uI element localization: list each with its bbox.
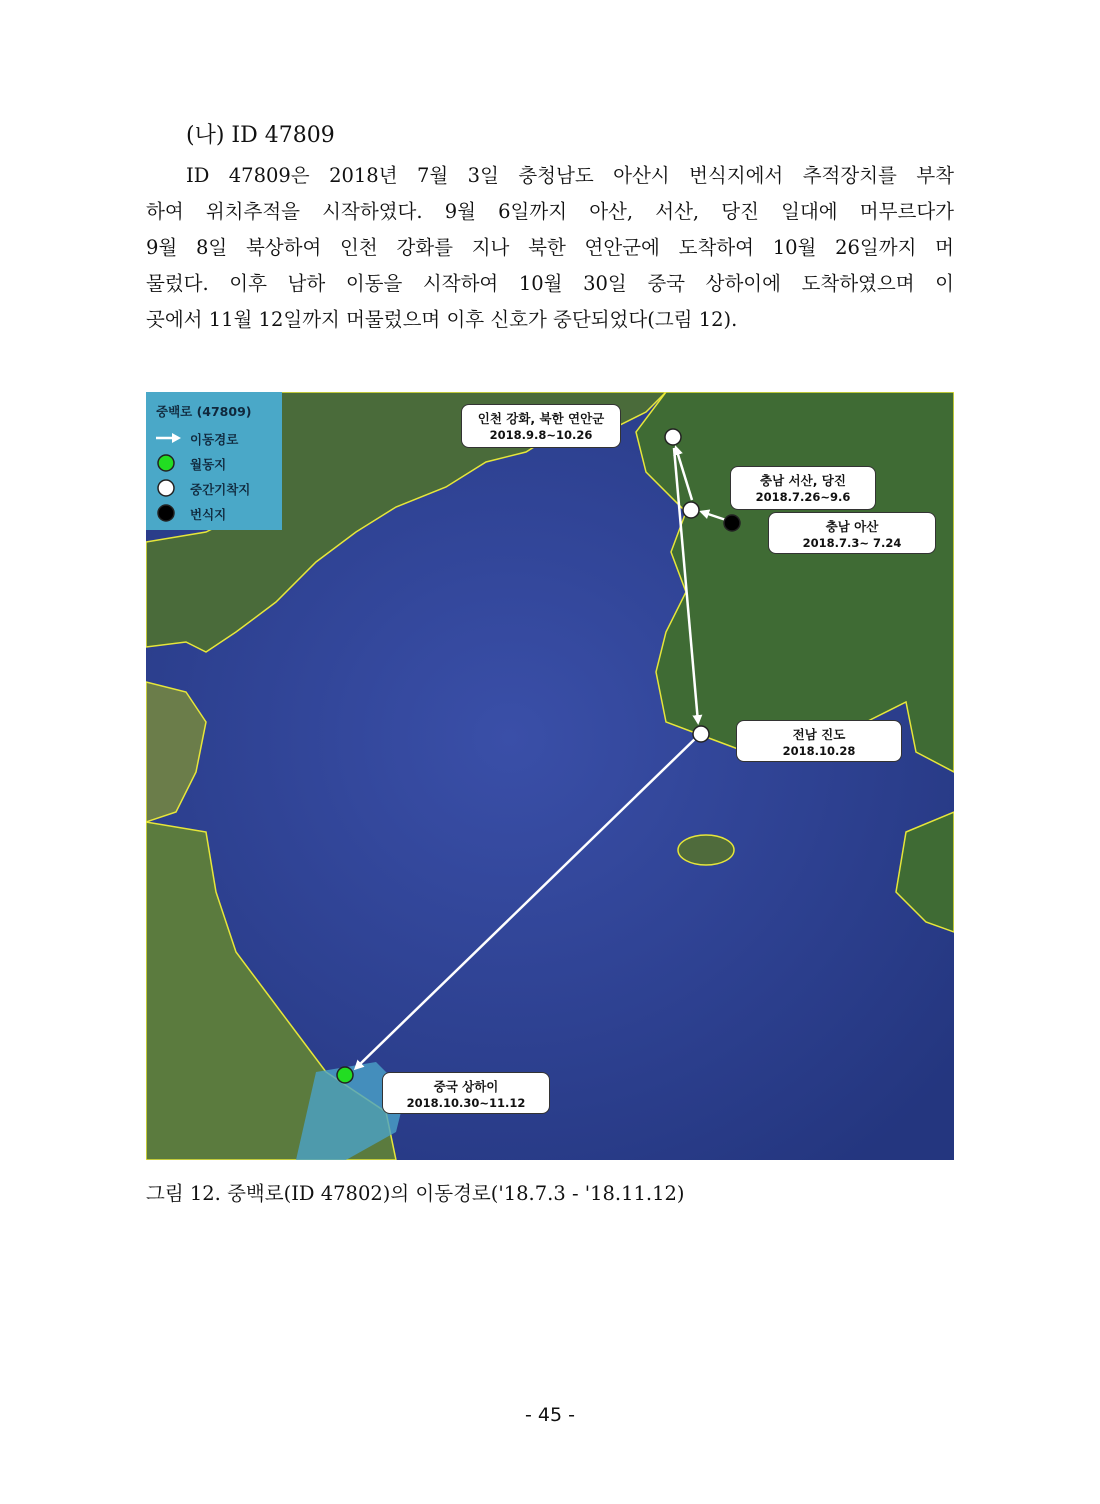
jeju-island <box>678 835 734 865</box>
callout-dates: 2018.7.26~9.6 <box>755 490 851 504</box>
paragraph-line: 하여 위치추적을 시작하였다. 9월 6일까지 아산, 서산, 당진 일대에 머무르다가 <box>146 200 954 223</box>
legend-item-route <box>154 428 278 448</box>
migration-map <box>146 392 954 1160</box>
map-legend <box>146 392 282 530</box>
stopover-marker-jindo <box>693 726 709 742</box>
callout-dates: 2018.10.30~11.12 <box>406 1096 526 1110</box>
callout-asan <box>768 512 936 554</box>
legend-label: 번식지 <box>190 507 227 522</box>
section-heading: (나) ID 47809 <box>186 123 335 148</box>
arrow-icon <box>154 428 184 448</box>
callout-name: 충남 아산 <box>825 519 879 534</box>
breeding-marker-asan <box>724 515 740 531</box>
legend-item-breeding <box>154 503 278 523</box>
callout-ganghwa <box>461 404 621 448</box>
callout-name: 인천 강화, 북한 연안군 <box>477 411 605 426</box>
callout-name: 중국 상하이 <box>433 1079 499 1094</box>
wintering-marker-shanghai <box>337 1067 353 1083</box>
paragraph-line: 물렀다. 이후 남하 이동을 시작하여 10월 30일 중국 상하이에 도착하였으며 이 <box>146 272 954 295</box>
paragraph-line: ID 47809은 2018년 7월 3일 충청남도 아산시 번식지에서 추적장치를 부착 <box>186 164 954 187</box>
callout-dates: 2018.10.28 <box>782 744 856 758</box>
stopover-marker-seosan <box>683 502 699 518</box>
callout-dates: 2018.7.3~ 7.24 <box>802 536 902 550</box>
stopover-marker-ganghwa <box>665 429 681 445</box>
legend-title: 중백로 (47809) <box>156 404 252 419</box>
figure-caption: 그림 12. 중백로(ID 47802)의 이동경로('18.7.3 - '18.11.12) <box>146 1182 685 1205</box>
callout-dates: 2018.9.8~10.26 <box>489 428 593 442</box>
white-circle-icon <box>154 478 184 498</box>
callout-shanghai <box>382 1072 550 1114</box>
legend-item-stopover <box>154 478 278 498</box>
green-circle-icon <box>154 453 184 473</box>
legend-label: 월동지 <box>190 457 227 472</box>
callout-name: 충남 서산, 당진 <box>760 473 846 488</box>
paragraph-line: 9월 8일 북상하여 인천 강화를 지나 북한 연안군에 도착하여 10월 26일까지 머 <box>146 236 954 259</box>
legend-label: 이동경로 <box>190 432 239 447</box>
legend-item-wintering <box>154 453 278 473</box>
legend-label: 중간기착지 <box>190 482 251 497</box>
paragraph-line: 곳에서 11월 12일까지 머물렀으며 이후 신호가 중단되었다(그림 12). <box>146 308 738 331</box>
callout-jindo <box>736 720 902 762</box>
callout-seosan <box>730 466 876 510</box>
black-circle-icon <box>154 503 184 523</box>
page-number: - 45 - <box>525 1404 575 1426</box>
body-paragraph <box>146 158 954 338</box>
callout-name: 전남 진도 <box>792 727 846 742</box>
